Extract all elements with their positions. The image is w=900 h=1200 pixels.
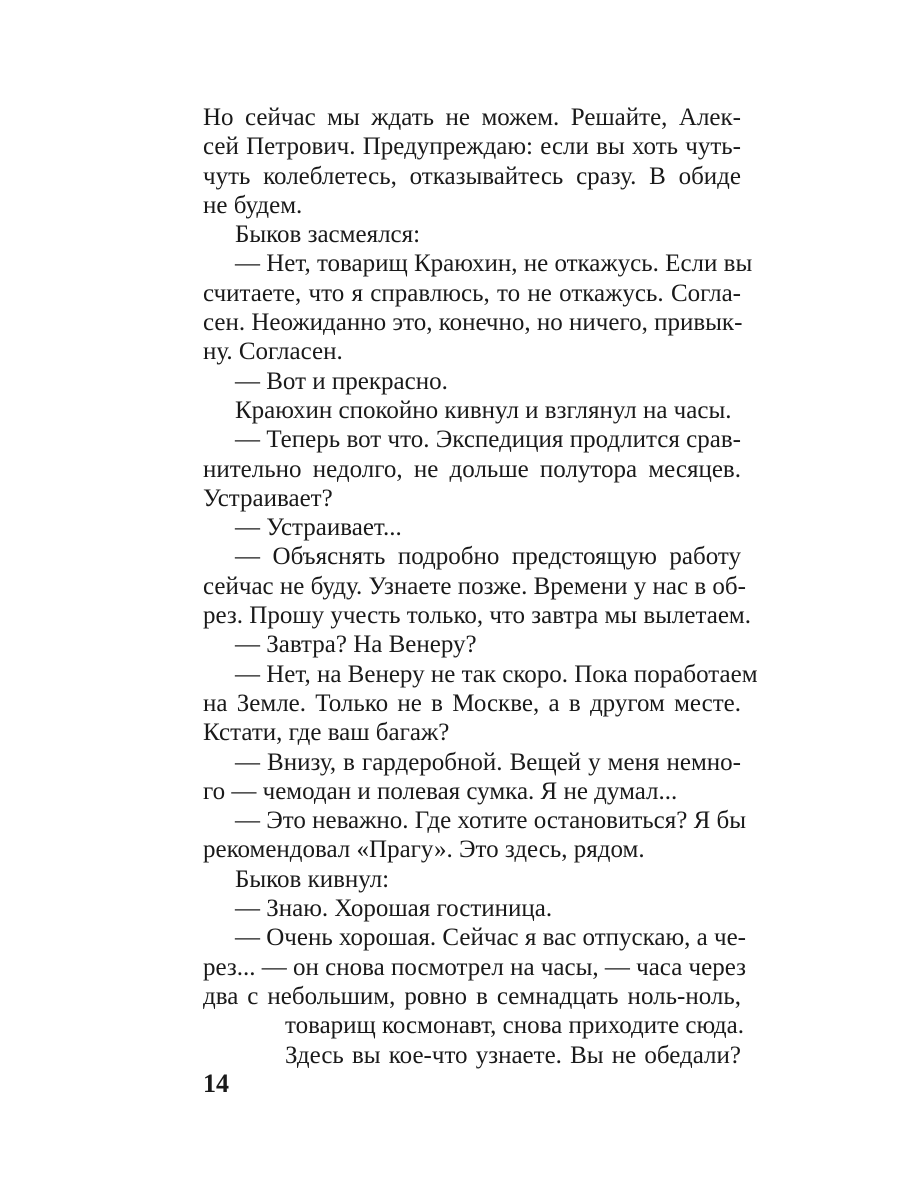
text-line: — Нет, товарищ Краюхин, не откажусь. Если вы <box>235 250 753 278</box>
text-line: — Вот и прекрасно. <box>235 367 448 395</box>
text-line: Устраивает? <box>203 484 333 512</box>
text-line: Но сейчас мы ждать не можем. Решайте, Алек- <box>203 104 741 131</box>
text-line: — Завтра? На Венеру? <box>235 631 477 659</box>
page-number: 14 <box>203 1069 229 1098</box>
text-line: два с небольшим, ровно в семнадцать ноль-ноль, <box>203 982 741 1010</box>
text-line: нительно недолго, не дольше полутора месяцев. <box>203 455 741 483</box>
text-line: Здесь вы кое-что узнаете. Вы не обедали? <box>285 1041 741 1069</box>
text-line: Кстати, где ваш багаж? <box>203 719 450 747</box>
text-line: не будем. <box>203 191 303 219</box>
text-line: — Устраивает... <box>235 514 402 542</box>
text-line: на Земле. Только не в Москве, а в другом месте. <box>203 689 741 717</box>
text-line: — Объяснять подробно предстоящую работу <box>235 543 741 571</box>
text-line: го — чемодан и полевая сумка. Я не думал... <box>203 777 678 805</box>
text-line: рекомендовал «Прагу». Это здесь, рядом. <box>203 836 645 864</box>
text-line: товарищ космонавт, снова приходите сюда. <box>285 1012 744 1040</box>
text-line: Краюхин спокойно кивнул и взглянул на часы. <box>235 396 732 424</box>
body-text <box>203 103 758 1070</box>
text-line: сен. Неожиданно это, конечно, но ничего, привык- <box>203 309 743 337</box>
text-line: рез... — он снова посмотрел на часы, — часа через <box>203 953 746 981</box>
text-line: — Это неважно. Где хотите остановиться? Я бы <box>235 807 747 835</box>
text-line: сей Петрович. Предупреждаю: если вы хоть чуть- <box>203 133 741 161</box>
text-line: — Нет, на Венеру не так скоро. Пока поработаем <box>235 660 758 688</box>
text-line: — Знаю. Хорошая гостиница. <box>235 895 553 923</box>
text-line: — Внизу, в гардеробной. Вещей у меня немно- <box>235 748 741 776</box>
text-line: Быков засмеялся: <box>235 221 421 249</box>
text-line: — Теперь вот что. Экспедиция продлится срав- <box>235 426 741 454</box>
text-line: сейчас не буду. Узнаете позже. Времени у нас в об- <box>203 572 746 600</box>
text-line: ну. Согласен. <box>203 338 343 366</box>
text-line: считаете, что я справлюсь, то не откажусь. Согла- <box>203 279 741 307</box>
text-line: чуть колеблетесь, отказывайтесь сразу. В обиде <box>203 162 741 190</box>
text-line: — Очень хорошая. Сейчас я вас отпускаю, а че- <box>235 924 746 952</box>
text-line: Быков кивнул: <box>235 865 390 893</box>
text-line: рез. Прошу учесть только, что завтра мы вылетаем. <box>203 602 751 630</box>
